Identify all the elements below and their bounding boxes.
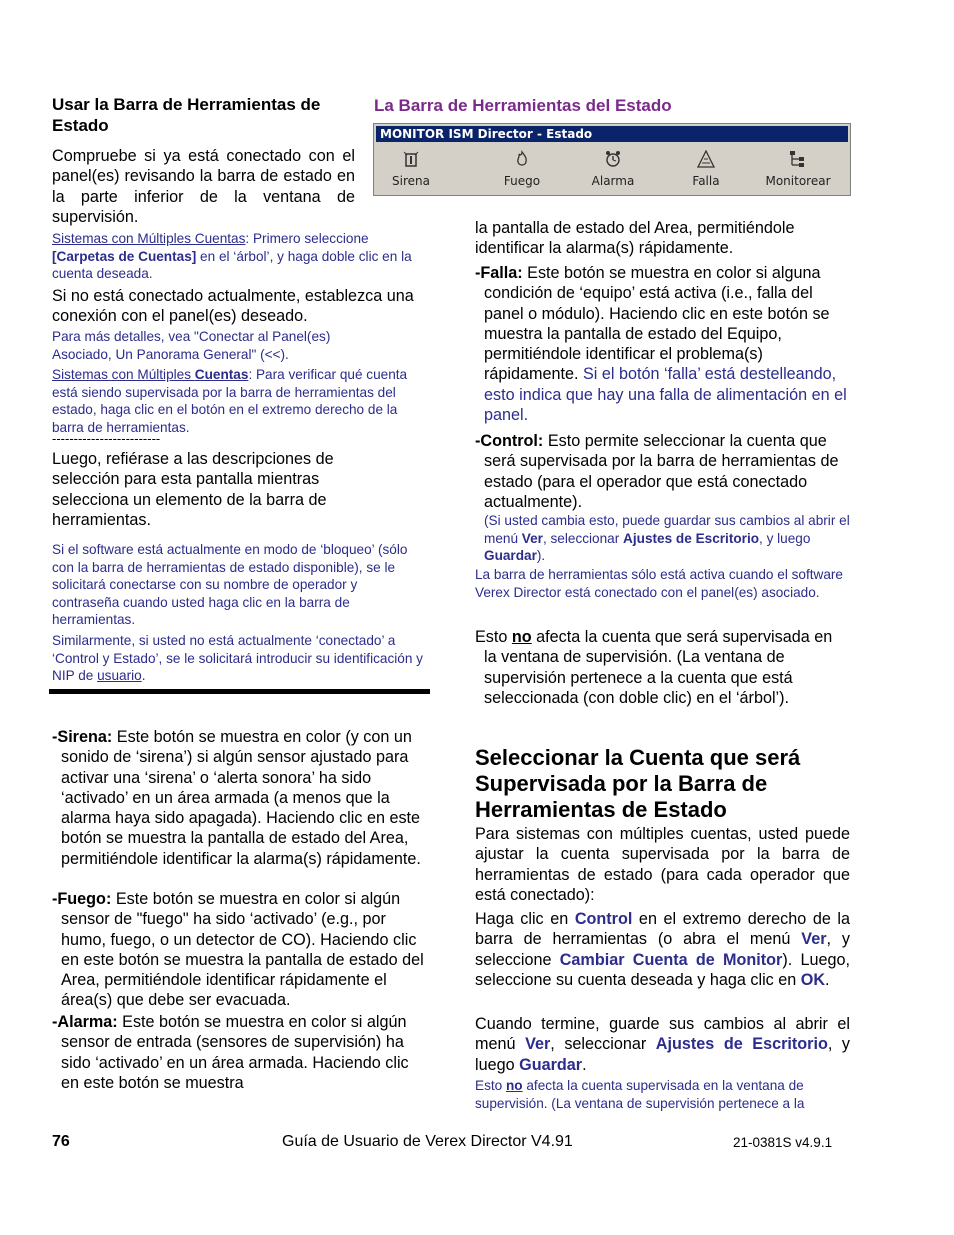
multi-account-paragraph: Para sistemas con múltiples cuentas, usted puede ajustar la cuenta supervisada por la barra de herramientas de estado (para cada operador que está conectado): <box>475 825 850 904</box>
fire-icon <box>513 150 531 168</box>
falla-description: -Falla: Este botón se muestra en color si alguna condición de ‘equipo’ está activa (i.e., falla del panel o módulo). Haciendo clic en este botón se muestra la pantalla de estado del Equipo, permitiéndole identificar el problema(s) rápidamente. Si el botón ‘falla’ está destelleando, esto indica que hay una falla de alimentación en el panel. <box>475 264 847 425</box>
toolbar-button-falla[interactable]: Falla <box>666 150 746 188</box>
alarma-description: -Alarma: Este botón se muestra en color si algún sensor de entrada (sensores de supervisión) ha sido ‘activado’ en un área armada. Haciendo clic en este botón se muestra <box>52 1013 409 1092</box>
toolbar-title: MONITOR ISM Director - Estado <box>376 126 848 142</box>
intro-paragraph: Compruebe si ya está conectado con el panel(es) revisando la barra de estado en la parte inferior de la ventana de supervisión. <box>52 147 355 226</box>
dash-divider: ------------------------- <box>52 431 161 446</box>
refer-paragraph: Luego, refiérase a las descripciones de selección para esta pantalla mientras selecciona un elemento de la barra de herramientas. <box>52 450 334 529</box>
toolbar-button-alarma[interactable]: Alarma <box>573 150 653 188</box>
login-note: Similarmente, si usted no está actualmente ‘conectado’ a ‘Control y Estado’, se le solicitará introducir su identificación y NIP de usuario. <box>52 633 423 684</box>
ver-menu-link-3[interactable]: Ver <box>525 1035 551 1054</box>
lock-mode-note: Si el software está actualmente en modo de ‘bloqueo’ (sólo con la barra de herramientas de estado disponible), se le solicitará conectarse con su nombre de operador y contraseña cuando usted haga clic en la barra de herramientas. <box>52 542 408 628</box>
user-link[interactable]: usuario <box>97 668 142 684</box>
sirena-description: -Sirena: Este botón se muestra en color (y con un sonido de ‘sirena’) si algún sensor ajustado para activar una ‘sirena’ o ‘alerta sonora’ ha sido ‘activado’ en un área armada (a menos que la alarma haya sido apagada). Haciendo clic en este botón se muestra la pantalla de estado del Area, permitiéndole identificar la alarma(s) rápidamente. <box>52 728 421 868</box>
page-number: 76 <box>52 1133 70 1150</box>
toolbar-button-sirena[interactable]: Sirena <box>371 150 451 188</box>
ok-link[interactable]: OK <box>800 970 826 989</box>
siren-icon <box>402 150 420 168</box>
note-multiple-accounts: Sistemas con Múltiples Cuentas: Primero seleccione [Carpetas de Cuentas] en el ‘árbol’, y haga doble clic en la cuenta deseada. <box>52 231 412 282</box>
toolbar-caption: La Barra de Herramientas del Estado <box>374 96 672 115</box>
alarma-continuation: la pantalla de estado del Area, permitiéndole identificar la alarma(s) rápidamente. <box>475 219 795 258</box>
toolbar-button-monitorear[interactable]: Monitorear <box>758 150 838 188</box>
desktop-settings-link-2[interactable]: Ajustes de Escritorio <box>655 1035 828 1054</box>
account-effect-paragraph: Esto no afecta la cuenta que será supervisada en la ventana de supervisión. (La ventana de supervisión pertenece a la cuenta que está seleccionada (con doble clic) en el ‘árbol’). <box>475 628 833 707</box>
trouble-icon <box>697 150 715 168</box>
document-code: 21-0381S v4.9.1 <box>733 1135 833 1150</box>
alarm-icon <box>604 150 622 168</box>
toolbar-button-fuego[interactable]: Fuego <box>482 150 562 188</box>
multiple-accounts-link[interactable]: Sistemas con Múltiples Cuentas <box>52 231 246 246</box>
ver-menu-link[interactable]: Ver <box>521 530 543 546</box>
control-description: -Control: Esto permite seleccionar la cuenta que será supervisada por la barra de herramientas de estado (para el operador que está conectado actualmente). (Si usted cambia esto, puede guardar sus cambios al abrir el menú Ver, seleccionar Ajustes de Escritorio, y luego Guardar). <box>475 432 850 564</box>
section-rule <box>49 689 430 694</box>
monitor-icon <box>789 150 807 168</box>
left-heading: Usar la Barra de Herramientas de Estado <box>52 95 321 135</box>
section-heading: Seleccionar la Cuenta que será Supervisada por la Barra de Herramientas de Estado <box>475 745 801 822</box>
control-link[interactable]: Control <box>574 910 633 928</box>
final-note: Esto no afecta la cuenta supervisada en la ventana de supervisión. (La ventana de supervisión pertenece a la <box>475 1078 805 1111</box>
toolbar-active-note: La barra de herramientas sólo está activa cuando el software Verex Director está conectado con el panel(es) asociado. <box>475 567 843 600</box>
status-toolbar-window <box>374 124 850 195</box>
change-monitor-account-link[interactable]: Cambiar Cuenta de Monitor <box>559 950 783 969</box>
footer-title: Guía de Usuario de Verex Director V4.91 <box>282 1133 573 1150</box>
fuego-description: -Fuego: Este botón se muestra en color si algún sensor de "fuego" ha sido ‘activado’ (e.g., por humo, fuego, o un detector de CO). Haciendo clic en este botón se muestra la pantalla de estado del Area, permitiéndole identificar rápidamente el área(s) que debe ser evacuada. <box>52 890 424 1010</box>
note-verify-account: Sistemas con Múltiples Cuentas: Para verificar qué cuenta está siendo supervisada por la barra de herramientas del estado, haga clic en el botón en el extremo derecho de la barra de herramientas. <box>52 367 408 435</box>
save-link-2[interactable]: Guardar <box>519 1055 583 1074</box>
connect-note: Para más detalles, vea "Conectar al Panel(es) Asociado, Un Panorama General" (<<). <box>52 329 331 362</box>
ver-menu-link-2[interactable]: Ver <box>801 930 827 949</box>
desktop-settings-link[interactable]: Ajustes de Escritorio <box>623 530 760 546</box>
save-link[interactable]: Guardar <box>484 548 537 564</box>
save-steps-paragraph: Cuando termine, guarde sus cambios al abrir el menú Ver, seleccionar Ajustes de Escritorio, y luego Guardar. <box>475 1015 850 1074</box>
control-steps-paragraph: Haga clic en Control en el extremo derecho de la barra de herramientas (o abra el menú Ver, y seleccione Cambiar Cuenta de Monitor). Luego, seleccione su cuenta deseada y haga clic en OK. <box>475 910 850 989</box>
connect-paragraph: Si no está conectado actualmente, establezca una conexión con el panel(es) deseado. <box>52 287 414 326</box>
